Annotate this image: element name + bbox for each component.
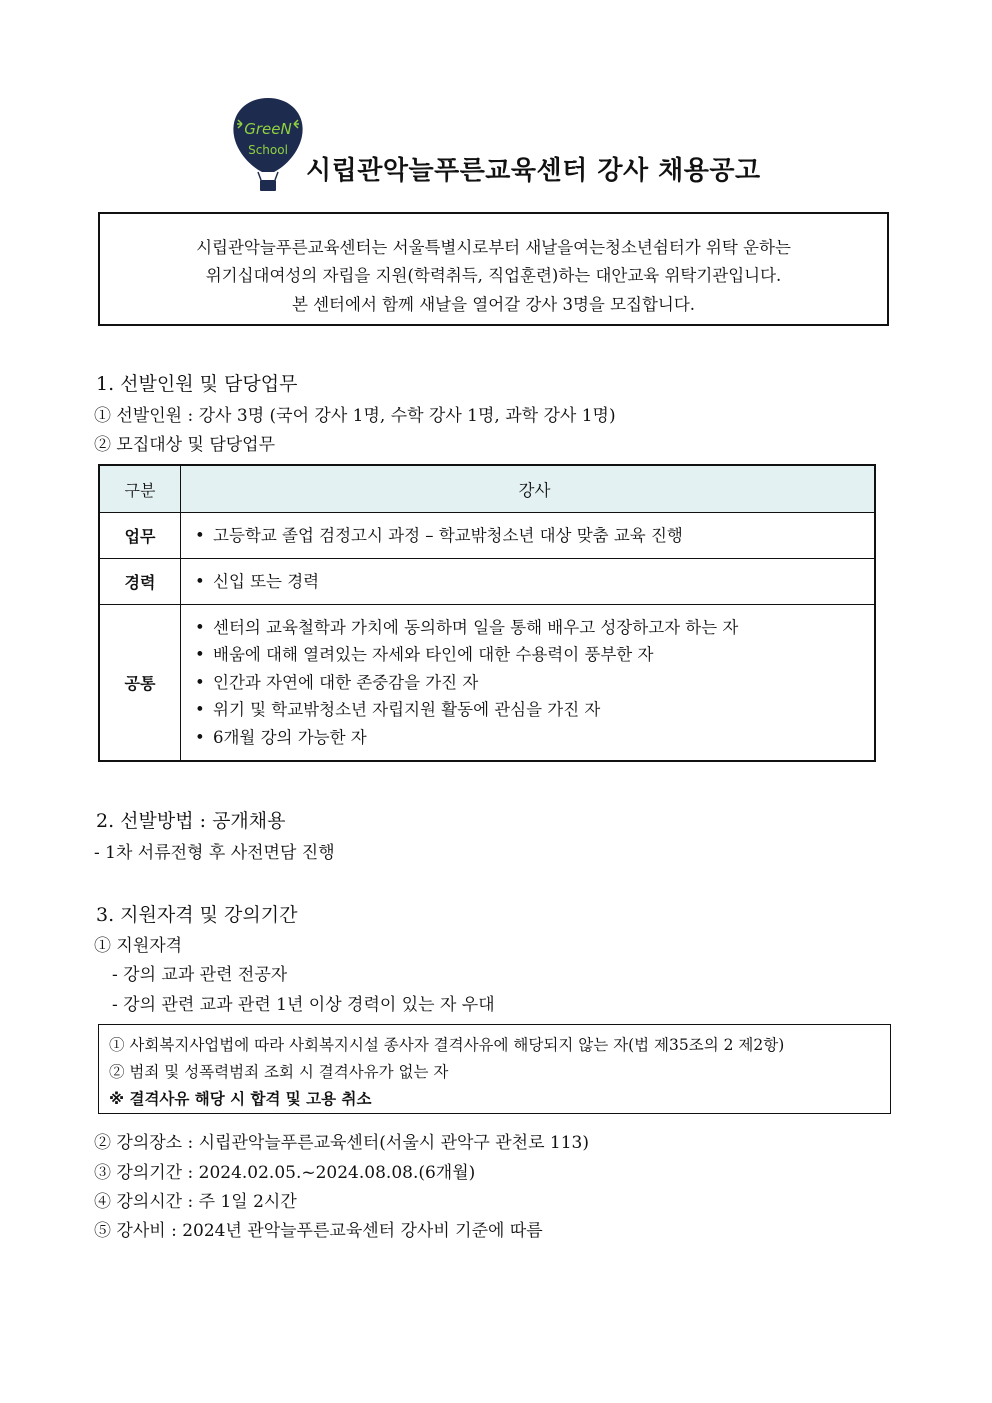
row-label-duty: 업무 (99, 513, 181, 559)
list-item: • 배움에 대해 열려있는 자세와 타인에 대한 수용력이 풍부한 자 (195, 641, 874, 669)
intro-line: 시립관악늘푸른교육센터는 서울특별시로부터 새날을여는청소년쉼터가 위탁 운하는 (196, 238, 791, 257)
section3-item2: ② 강의장소 : 시립관악늘푸른교육센터(서울시 관악구 관천로 113) (94, 1133, 589, 1153)
disqualification-notice-box (98, 1024, 891, 1114)
intro-box (98, 212, 889, 326)
notice-line: ② 범죄 및 성폭력범죄 조회 시 결격사유가 없는 자 (109, 1063, 449, 1081)
section2-heading: 2. 선발방법 : 공개채용 (96, 810, 286, 832)
row-label-career: 경력 (99, 559, 181, 605)
table-header-category: 구분 (99, 465, 181, 513)
section2-item1: - 1차 서류전형 후 사전면담 진행 (94, 843, 335, 863)
list-item: • 6개월 강의 가능한 자 (195, 724, 874, 752)
section3-item1: ① 지원자격 (94, 936, 183, 956)
section3-sub2: - 강의 관련 교과 관련 1년 이상 경력이 있는 자 우대 (112, 995, 495, 1015)
section3-item4: ④ 강의시간 : 주 1일 2시간 (94, 1192, 297, 1212)
table-row (99, 559, 875, 605)
table-row (99, 605, 875, 761)
notice-line: ① 사회복지사업법에 따라 사회복지시설 종사자 결격사유에 해당되지 않는 자(법 제35조의 2 제2항) (109, 1036, 785, 1054)
section3-heading: 3. 지원자격 및 강의기간 (96, 904, 298, 926)
section1-heading: 1. 선발인원 및 담당업무 (96, 373, 298, 395)
table-header-row (99, 465, 875, 513)
intro-line: 본 센터에서 함께 새날을 열어갈 강사 3명을 모집합니다. (291, 295, 696, 314)
section3-item3: ③ 강의기간 : 2024.02.05.~2024.08.08.(6개월) (94, 1163, 476, 1183)
svg-text:School: School (248, 143, 288, 157)
list-item: • 위기 및 학교밖청소년 자립지원 활동에 관심을 가진 자 (195, 696, 874, 724)
duty-table (98, 464, 876, 762)
section1-item1: ① 선발인원 : 강사 3명 (국어 강사 1명, 수학 강사 1명, 과학 강사 1명) (94, 406, 616, 426)
section3-item5: ⑤ 강사비 : 2024년 관악늘푸른교육센터 강사비 기준에 따름 (94, 1221, 543, 1241)
list-item: • 센터의 교육철학과 가치에 동의하며 일을 통해 배우고 성장하고자 하는 자 (195, 614, 874, 642)
section3-sub1: - 강의 교과 관련 전공자 (112, 965, 288, 985)
row-label-common: 공통 (99, 605, 181, 761)
table-row (99, 513, 875, 559)
list-item: • 고등학교 졸업 검정고시 과정 – 학교밖청소년 대상 맞춤 교육 진행 (195, 522, 874, 550)
svg-text:GreeN: GreeN (244, 120, 292, 138)
green-school-logo (228, 94, 308, 194)
list-item: • 인간과 자연에 대한 존중감을 가진 자 (195, 669, 874, 697)
table-header-instructor: 강사 (181, 465, 876, 513)
section1-item2: ② 모집대상 및 담당업무 (94, 435, 276, 455)
notice-warning: ※ 결격사유 해당 시 합격 및 고용 취소 (109, 1090, 372, 1108)
page-title: 시립관악늘푸른교육센터 강사 채용공고 (306, 156, 761, 186)
list-item: • 신입 또는 경력 (195, 568, 874, 596)
intro-line: 위기십대여성의 자립을 지원(학력취득, 직업훈련)하는 대안교육 위탁기관입니다. (205, 266, 782, 285)
